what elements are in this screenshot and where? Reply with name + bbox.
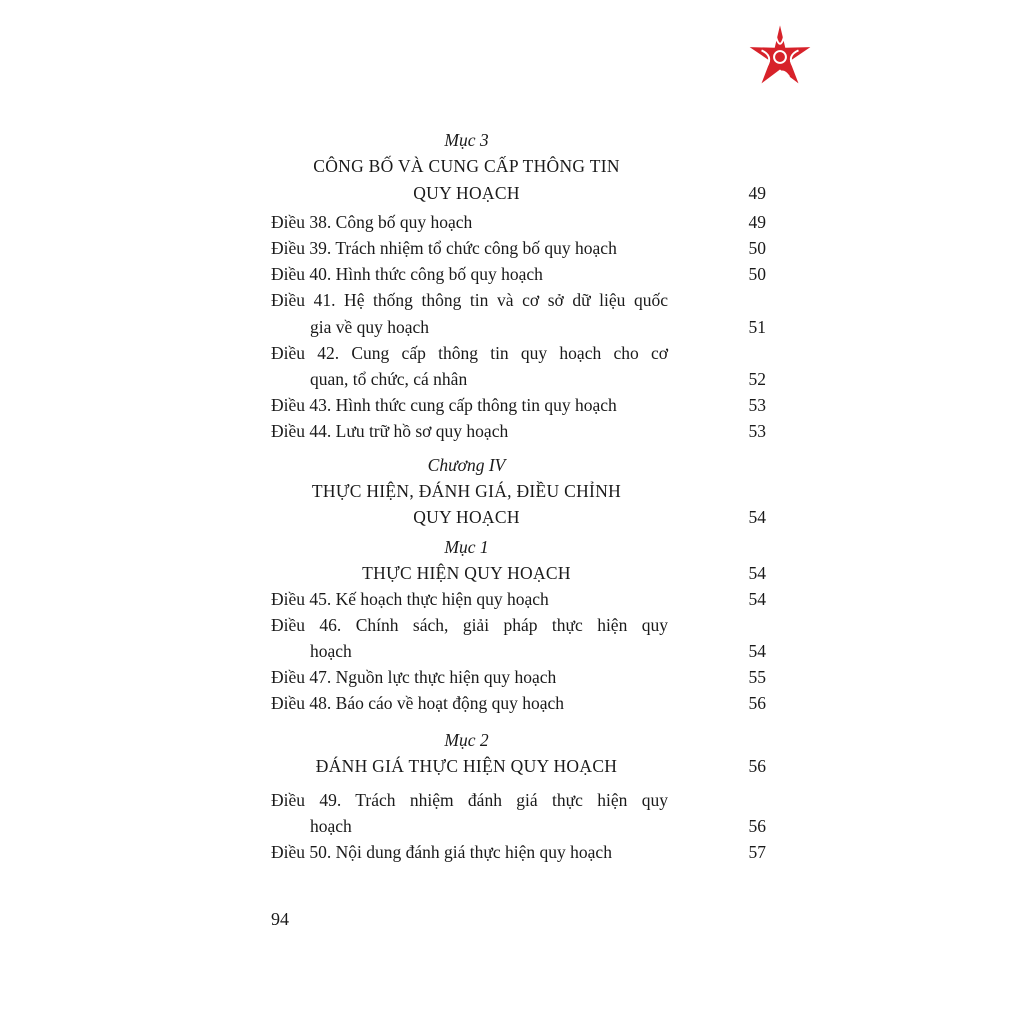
chapter-title: QUY HOẠCH xyxy=(413,507,520,527)
page-number: 94 xyxy=(271,909,289,929)
page-ref: 56 xyxy=(748,816,766,836)
toc-entry: Điều 41. Hệ thống thông tin và cơ sở dữ liệu quốc xyxy=(271,290,668,310)
page-ref: 54 xyxy=(748,589,766,609)
section-title: THỰC HIỆN QUY HOẠCH xyxy=(362,563,571,583)
section-title: ĐÁNH GIÁ THỰC HIỆN QUY HOẠCH xyxy=(315,756,618,776)
toc-entry: Điều 38. Công bố quy hoạch xyxy=(271,212,473,232)
section-label: Mục 1 xyxy=(444,537,489,557)
toc-entry: Điều 49. Trách nhiệm đánh giá thực hiện quy xyxy=(271,790,668,810)
section-label: Mục 2 xyxy=(444,730,489,750)
toc-entry: Điều 43. Hình thức cung cấp thông tin quy hoạch xyxy=(271,395,617,415)
toc-entry: Điều 45. Kế hoạch thực hiện quy hoạch xyxy=(271,589,549,609)
page-ref: 50 xyxy=(748,264,766,284)
page-ref: 53 xyxy=(748,395,766,415)
toc-entry-continuation: hoạch xyxy=(310,641,352,661)
page-ref: 56 xyxy=(748,756,766,776)
toc-entry: Điều 48. Báo cáo về hoạt động quy hoạch xyxy=(271,693,565,713)
toc-entry: Điều 40. Hình thức công bố quy hoạch xyxy=(271,264,543,284)
section-title: CÔNG BỐ VÀ CUNG CẤP THÔNG TIN xyxy=(313,156,620,176)
page-ref: 49 xyxy=(748,183,766,203)
page-ref: 51 xyxy=(748,317,766,337)
toc-entry: Điều 44. Lưu trữ hồ sơ quy hoạch xyxy=(271,421,509,441)
page-ref: 56 xyxy=(748,693,766,713)
page-ref: 55 xyxy=(748,667,766,687)
toc-entry: Điều 50. Nội dung đánh giá thực hiện quy hoạch xyxy=(271,842,612,862)
page-ref: 54 xyxy=(748,507,766,527)
page-ref: 57 xyxy=(748,842,766,862)
page-ref: 49 xyxy=(748,212,766,232)
toc-entry-continuation: gia về quy hoạch xyxy=(310,317,430,337)
page-ref: 53 xyxy=(748,421,766,441)
page-ref: 50 xyxy=(748,238,766,258)
toc-entry-continuation: hoạch xyxy=(310,816,352,836)
section-title: QUY HOẠCH xyxy=(413,183,520,203)
chapter-title: THỰC HIỆN, ĐÁNH GIÁ, ĐIỀU CHỈNH xyxy=(311,481,622,501)
section-label: Mục 3 xyxy=(444,130,489,150)
chapter-label: Chương IV xyxy=(427,455,506,475)
page-ref: 54 xyxy=(748,641,766,661)
page-ref: 52 xyxy=(748,369,766,389)
toc-entry: Điều 39. Trách nhiệm tổ chức công bố quy hoạch xyxy=(271,238,617,258)
toc-entry: Điều 46. Chính sách, giải pháp thực hiện quy xyxy=(271,615,668,635)
page-ref: 54 xyxy=(748,563,766,583)
toc-entry: Điều 47. Nguồn lực thực hiện quy hoạch xyxy=(271,667,557,687)
toc-entry: Điều 42. Cung cấp thông tin quy hoạch cho cơ xyxy=(271,343,668,363)
toc-entry-continuation: quan, tổ chức, cá nhân xyxy=(310,369,468,389)
